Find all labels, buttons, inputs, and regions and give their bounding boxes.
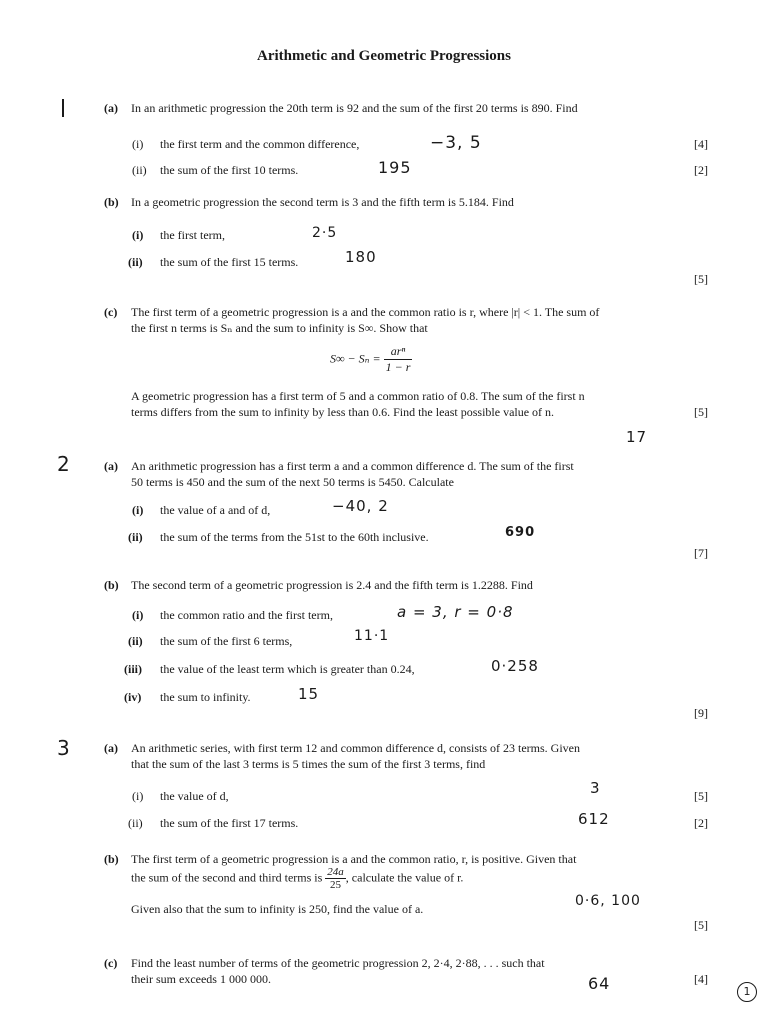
q1b-marks: [5] xyxy=(694,272,708,286)
q3a-i-text: the value of d, xyxy=(160,789,229,803)
q2b-iii-text: the value of the least term which is greater than 0.24, xyxy=(160,662,415,676)
q1a-ii-answer: 195 xyxy=(378,158,412,177)
q1a-i-label: (i) xyxy=(132,137,144,151)
q1c-answer: 17 xyxy=(626,428,648,446)
q3b-fraction-denominator: 25 xyxy=(330,879,342,891)
q2b-ii-answer: 11·1 xyxy=(354,628,390,644)
q3a-i-marks: [5] xyxy=(694,789,708,803)
q3a-line2: that the sum of the last 3 terms is 5 times the sum of the first 3 terms, find xyxy=(131,757,486,771)
q2b-iv-text: the sum to infinity. xyxy=(160,690,251,704)
question-2-number: 2 xyxy=(57,452,70,476)
q1a-text: In an arithmetic progression the 20th term is 92 and the sum of the first 20 terms is 890. Find xyxy=(131,101,578,115)
q3a-ii-label: (ii) xyxy=(128,816,143,830)
q2a-ii-answer: 690 xyxy=(505,525,536,540)
q3a-line1: An arithmetic series, with first term 12 and common difference d, consists of 23 terms. Given xyxy=(131,741,581,755)
q1b-i-label: (i) xyxy=(132,228,144,242)
q2a-label: (a) xyxy=(104,459,118,473)
q3b-line2-start: the sum of the second and third terms is xyxy=(131,870,323,885)
q1c-line4: terms differs from the sum to infinity by less than 0.6. Find the least possible value of n. xyxy=(131,405,555,419)
q1c-marks: [5] xyxy=(694,405,708,419)
q2a-i-text: the value of a and of d, xyxy=(160,503,271,517)
q3a-label: (a) xyxy=(104,741,118,755)
q3a-i-label: (i) xyxy=(132,789,144,803)
q1a-i-marks: [4] xyxy=(694,137,708,151)
q3b-fraction-numerator: 24a xyxy=(327,866,344,878)
q1a-i-answer: −3, 5 xyxy=(430,133,482,153)
q2a-line1: An arithmetic progression has a first term a and a common difference d. The sum of the first xyxy=(131,459,574,473)
q2b-i-text: the common ratio and the first term, xyxy=(160,608,333,622)
q1b-label: (b) xyxy=(104,195,119,209)
q3b-marks: [5] xyxy=(694,918,708,932)
page-title: Arithmetic and Geometric Progressions xyxy=(257,48,511,64)
q2a-line2: 50 terms is 450 and the sum of the next 50 terms is 5450. Calculate xyxy=(131,475,454,489)
q3c-line2: their sum exceeds 1 000 000. xyxy=(131,972,271,986)
q2b-iv-label: (iv) xyxy=(124,690,142,704)
q3b-line2-end: , calculate the value of r. xyxy=(345,870,464,885)
q2a-ii-label: (ii) xyxy=(128,530,143,544)
q1c-line2: the first n terms is Sₙ and the sum to infinity is S∞. Show that xyxy=(131,321,428,335)
q1c-formula-denominator: 1 − r xyxy=(385,360,411,374)
q2b-label: (b) xyxy=(104,578,119,592)
q2b-i-label: (i) xyxy=(132,608,144,622)
q1a-ii-label: (ii) xyxy=(132,163,147,177)
q2b-iv-answer: 15 xyxy=(298,685,320,703)
q3b-line3: Given also that the sum to infinity is 250, find the value of a. xyxy=(131,902,424,916)
q2b-ii-text: the sum of the first 6 terms, xyxy=(160,634,293,648)
question-1-marker xyxy=(62,99,64,117)
q1b-i-text: the first term, xyxy=(160,228,225,242)
q2b-iii-label: (iii) xyxy=(124,662,142,676)
q1c-formula-fraction xyxy=(384,344,413,375)
q1c-formula-numerator: arⁿ xyxy=(384,344,413,360)
q1a-label: (a) xyxy=(104,101,118,115)
q3a-ii-marks: [2] xyxy=(694,816,708,830)
q1a-i-text: the first term and the common difference, xyxy=(160,137,360,151)
q3a-ii-text: the sum of the first 17 terms. xyxy=(160,816,299,830)
question-3-number: 3 xyxy=(57,736,70,760)
q2a-i-label: (i) xyxy=(132,503,144,517)
page-number-badge: 1 xyxy=(737,982,757,1002)
q2b-iii-answer: 0·258 xyxy=(491,657,539,675)
q1b-text: In a geometric progression the second term is 3 and the fifth term is 5.184. Find xyxy=(131,195,514,209)
q3b-fraction xyxy=(325,866,346,891)
q1c-formula xyxy=(330,344,412,375)
q3b-line2 xyxy=(131,866,463,891)
q3c-marks: [4] xyxy=(694,972,708,986)
q1b-ii-text: the sum of the first 15 terms. xyxy=(160,255,299,269)
q1c-label: (c) xyxy=(104,305,118,319)
q1b-ii-answer: 180 xyxy=(345,248,377,266)
q1a-ii-marks: [2] xyxy=(694,163,708,177)
q1a-ii-text: the sum of the first 10 terms. xyxy=(160,163,299,177)
q1c-formula-lhs: S∞ − Sₙ = xyxy=(330,351,381,366)
q2a-i-answer: −40, 2 xyxy=(332,497,389,515)
q2a-marks: [7] xyxy=(694,546,708,560)
q2b-text: The second term of a geometric progression is 2.4 and the fifth term is 1.2288. Find xyxy=(131,578,533,592)
q3c-answer: 64 xyxy=(588,974,611,993)
q3a-i-answer: 3 xyxy=(590,779,601,797)
q3a-ii-answer: 612 xyxy=(578,810,610,828)
q3c-line1: Find the least number of terms of the geometric progression 2, 2·4, 2·88, . . . such that xyxy=(131,956,545,970)
q3c-label: (c) xyxy=(104,956,118,970)
q3b-label: (b) xyxy=(104,852,119,866)
q1b-i-answer: 2·5 xyxy=(312,225,338,241)
q2a-ii-text: the sum of the terms from the 51st to the 60th inclusive. xyxy=(160,530,429,544)
q2b-ii-label: (ii) xyxy=(128,634,143,648)
q1b-ii-label: (ii) xyxy=(128,255,143,269)
q3b-answer: 0·6, 100 xyxy=(575,893,641,909)
q2b-i-answer: a = 3, r = 0·8 xyxy=(397,603,514,621)
q2b-marks: [9] xyxy=(694,706,708,720)
q3b-line1: The first term of a geometric progression is a and the common ratio, r, is positive. Given that xyxy=(131,852,577,866)
q1c-line3: A geometric progression has a first term of 5 and a common ratio of 0.8. The sum of the first n xyxy=(131,389,585,403)
q1c-line1: The first term of a geometric progression is a and the common ratio is r, where |r| < 1. The sum of xyxy=(131,305,600,319)
